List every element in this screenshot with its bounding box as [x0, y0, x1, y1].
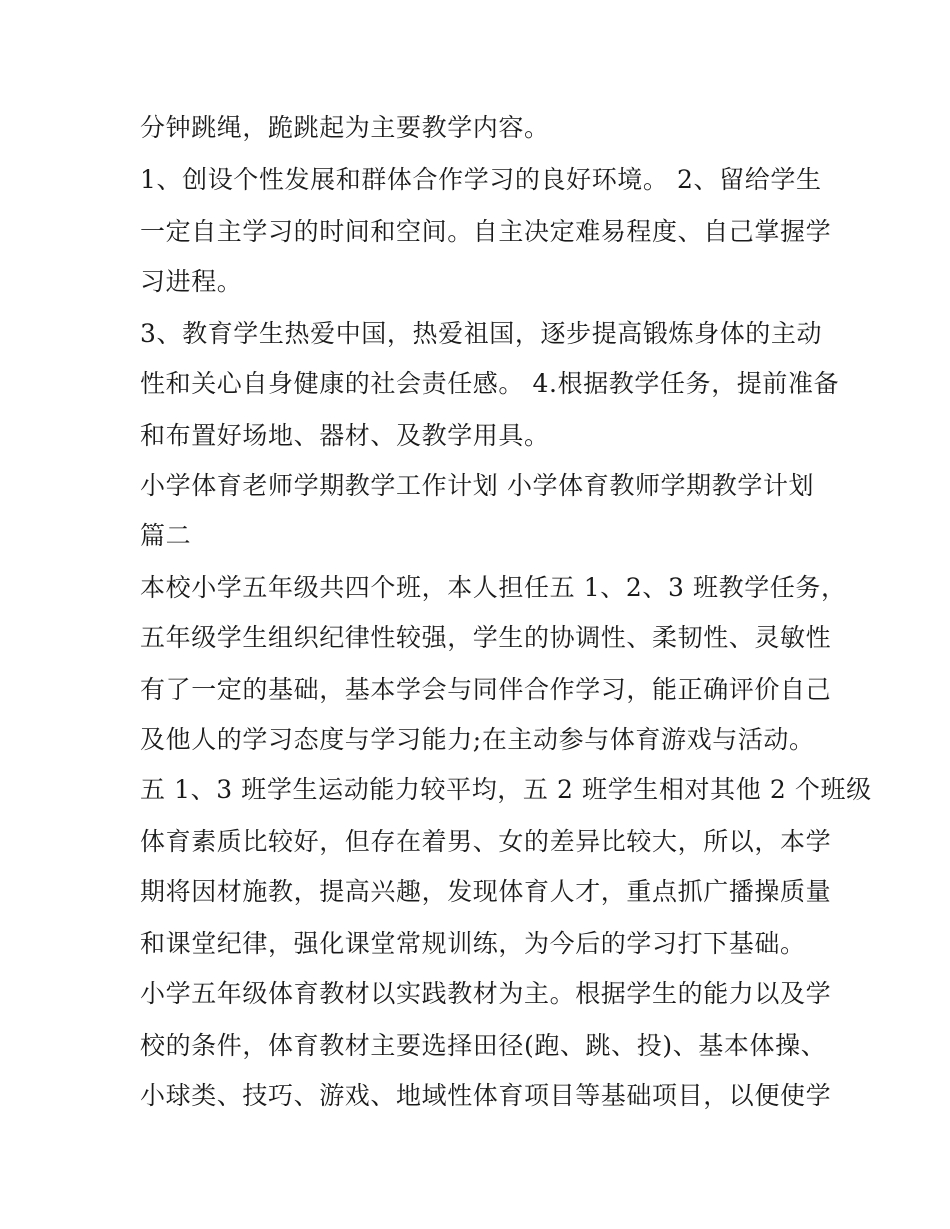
- text-line: 一定自主学习的时间和空间。自主决定难易程度、自己掌握学: [140, 217, 832, 246]
- text-line: 小学五年级体育教材以实践教材为主。根据学生的能力以及学: [140, 979, 832, 1008]
- text-line: 和布置好场地、器材、及教学用具。: [140, 421, 550, 450]
- text-line: 3、教育学生热爱中国，热爱祖国，逐步提高锻炼身体的主动: [140, 319, 823, 348]
- text-line: 习进程。: [140, 267, 243, 296]
- text-line: 五 1、3 班学生运动能力较平均，五 2 班学生相对其他 2 个班级: [140, 775, 872, 804]
- text-line: 校的条件，体育教材主要选择田径(跑、跳、投)、基本体操、: [140, 1031, 827, 1060]
- text-line: 分钟跳绳，跪跳起为主要教学内容。: [140, 113, 550, 142]
- text-line: 期将因材施教，提高兴趣，发现体育人才，重点抓广播操质量: [140, 877, 832, 906]
- text-line: 五年级学生组织纪律性较强，学生的协调性、柔韧性、灵敏性: [140, 623, 832, 652]
- text-line: 1、创设个性发展和群体合作学习的良好环境。 2、留给学生: [140, 165, 822, 194]
- text-line: 及他人的学习态度与学习能力;在主动参与体育游戏与活动。: [140, 725, 815, 754]
- text-line: 有了一定的基础，基本学会与同伴合作学习，能正确评价自己: [140, 675, 832, 704]
- text-line: 篇二: [140, 521, 192, 550]
- text-line: 小球类、技巧、游戏、地域性体育项目等基础项目，以便使学: [140, 1081, 832, 1110]
- text-line: 和课堂纪律，强化课堂常规训练，为今后的学习打下基础。: [140, 929, 806, 958]
- text-line: 小学体育老师学期教学工作计划 小学体育教师学期教学计划: [140, 471, 815, 500]
- text-line: 性和关心自身健康的社会责任感。 4.根据教学任务，提前准备: [140, 369, 840, 398]
- text-line: 体育素质比较好，但存在着男、女的差异比较大，所以，本学: [140, 827, 832, 856]
- text-line: 本校小学五年级共四个班，本人担任五 1、2、3 班教学任务，: [140, 573, 847, 602]
